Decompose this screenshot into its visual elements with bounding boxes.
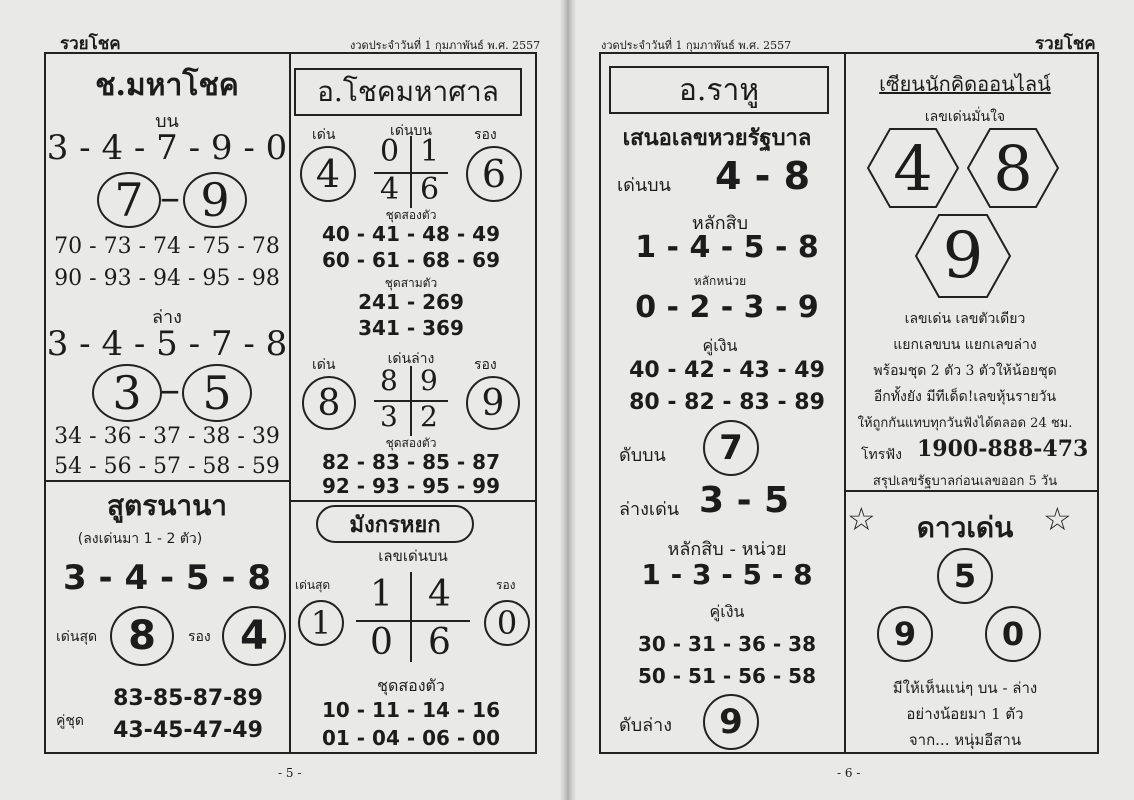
chokmahasan-lower-second-circle: 9: [466, 376, 520, 430]
grid-cell: 0: [370, 622, 393, 663]
grid-line: [410, 572, 412, 662]
grid-cell: 1: [420, 134, 440, 169]
section-divider-right: [289, 500, 537, 502]
rahu-lower-pairs-label: คู่เงิน: [709, 602, 745, 621]
column-divider: [844, 52, 846, 754]
rahu-pairs-row1: 40 - 42 - 43 - 49: [629, 358, 825, 383]
chokmahasan-upper-main-circle: 4: [300, 146, 356, 202]
dash: –: [160, 175, 180, 221]
chokmahasan-three-label: ชุดสามตัว: [384, 276, 438, 290]
grid-cell: 6: [428, 622, 451, 663]
rahu-pairs-label: คู่เงิน: [702, 336, 738, 355]
online-line6: สรุปเลขรัฐบาลก่อนเลขออก 5 วัน: [872, 474, 1058, 489]
chokmahasan-lower-row1: 82 - 83 - 85 - 87: [321, 450, 501, 474]
sutnana-subtitle: (ลงเด่นมา 1 - 2 ตัว): [77, 531, 203, 547]
rahu-subtitle: เสนอเลขหวยรัฐบาล: [622, 126, 812, 151]
online-subtitle: เลขเด่นมั่นใจ: [924, 109, 1006, 125]
online-hex-3: 9: [915, 214, 1011, 298]
rahu-upper-label: เด่นบน: [617, 175, 671, 196]
mahachok-upper-row2: 90 - 93 - 94 - 95 - 98: [54, 266, 280, 291]
online-hex-2: 8: [967, 128, 1059, 208]
page-number: - 6 -: [837, 766, 861, 780]
rahu-lower-value: 3 - 5: [699, 480, 790, 521]
online-phone-label: โทรฟัง: [861, 447, 903, 463]
sutnana-pair-label: คู่ชุด: [56, 713, 84, 729]
rahu-tens-label: หลักสิบ: [691, 213, 749, 234]
rahu-dab-lower-label: ดับล่าง: [619, 715, 673, 736]
sutnana-digits: 3 - 4 - 5 - 8: [63, 558, 271, 598]
mangkonyok-title: มังกรหยก: [349, 512, 441, 538]
rahu-units-digits: 0 - 2 - 3 - 9: [635, 290, 819, 325]
chokmahasan-lower-main-circle: 8: [302, 376, 356, 430]
daoden-line3: จาก... หนุ่มอีสาน: [908, 731, 1022, 749]
chokmahasan-upper-second-circle: 6: [466, 146, 522, 202]
daoden-line1: มีให้เห็นแน่ๆ บน - ล่าง: [892, 679, 1038, 697]
daoden-title: ดาวเด่น: [916, 511, 1014, 544]
grid-cell: 0: [380, 134, 400, 169]
star-right-icon: ☆: [1043, 500, 1072, 538]
sutnana-pair-row2: 43-45-47-49: [113, 718, 263, 743]
rahu-tens-digits: 1 - 4 - 5 - 8: [635, 230, 819, 265]
book-spine: [560, 0, 576, 800]
chokmahasan-upper-second-label: รอง: [474, 127, 497, 143]
chokmahasan-lower-center-label: เด่นล่าง: [387, 351, 435, 367]
grid-cell: 1: [370, 574, 393, 615]
rahu-lower-label: ล่างเด่น: [619, 499, 680, 520]
column-divider: [289, 52, 291, 754]
rahu-title-box: [609, 66, 829, 114]
dash: –: [160, 367, 180, 413]
online-line3: พร้อมชุด 2 ตัว 3 ตัวให้น้อยชุด: [873, 363, 1057, 379]
chokmahasan-title: อ.โชคมหาศาล: [317, 75, 499, 108]
mangkonyok-title-box: [316, 505, 474, 543]
mahachok-lower-circle-right: 5: [182, 364, 252, 422]
online-line1: เลขเด่น เลขตัวเดียว: [904, 311, 1026, 327]
rahu-lower-tens-units-label: หลักสิบ - หน่วย: [667, 539, 787, 560]
chokmahasan-two-label: ชุดสองตัว: [385, 208, 437, 222]
daoden-line2: อย่างน้อยมา 1 ตัว: [906, 705, 1024, 723]
mahachok-upper-circle-left: 7: [97, 172, 161, 228]
star-left-icon: ☆: [847, 500, 876, 538]
mahachok-upper-digits: 3 - 4 - 7 - 9 - 0: [46, 128, 288, 168]
chokmahasan-lower-two-label: ชุดสองตัว: [385, 436, 437, 450]
mahachok-upper-label: บน: [155, 111, 179, 132]
online-line5: ให้ถูกกันแทบทุกวันฟังได้ตลอด 24 ชม.: [857, 416, 1073, 431]
sutnana-title: สูตรนานา: [106, 489, 228, 522]
sutnana-second-circle: 4: [222, 606, 286, 666]
section-divider-left: [44, 480, 289, 482]
chokmahasan-three-row1: 241 - 269: [358, 290, 464, 314]
online-hex-1: 4: [867, 128, 959, 208]
mahachok-lower-digits: 3 - 4 - 5 - 7 - 8: [46, 324, 288, 364]
chokmahasan-lower-second-label: รอง: [474, 357, 497, 373]
page-number: - 5 -: [278, 766, 302, 780]
chokmahasan-two-row1: 40 - 41 - 48 - 49: [321, 222, 501, 246]
chokmahasan-upper-center-label: เด่นบน: [390, 123, 432, 139]
right-page: [567, 0, 1134, 800]
sutnana-pair-row1: 83-85-87-89: [113, 686, 263, 711]
mahachok-upper-row1: 70 - 73 - 74 - 75 - 78: [54, 234, 280, 259]
grid-cell: 2: [420, 400, 438, 433]
rahu-pairs-row2: 80 - 82 - 83 - 89: [629, 390, 825, 415]
mangkonyok-row2: 01 - 04 - 06 - 00: [321, 726, 501, 750]
mangkonyok-center-label: เลขเด่นบน: [378, 547, 448, 565]
chokmahasan-lower-row2: 92 - 93 - 95 - 99: [321, 474, 501, 498]
grid-cell: 8: [380, 364, 398, 397]
grid-cell: 4: [428, 574, 451, 615]
mahachok-lower-circle-left: 3: [92, 364, 162, 422]
mangkonyok-row1: 10 - 11 - 14 - 16: [321, 698, 501, 722]
chokmahasan-title-box: [294, 68, 522, 116]
header-date: งวดประจำวันที่ 1 กุมภาพันธ์ พ.ศ. 2557: [601, 39, 792, 52]
chokmahasan-lower-main-label: เด่น: [312, 357, 336, 373]
rahu-title: อ.ราหู: [678, 72, 760, 108]
sutnana-main-circle: 8: [110, 606, 174, 666]
chokmahasan-three-row2: 341 - 369: [358, 316, 464, 340]
rahu-dab-upper-circle: 7: [703, 420, 759, 476]
grid-cell: 6: [420, 172, 440, 207]
sutnana-second-label: รอง: [188, 629, 211, 645]
chokmahasan-upper-main-label: เด่น: [312, 127, 336, 143]
mangkonyok-two-label: ชุดสองตัว: [377, 676, 445, 695]
mangkonyok-main-circle: 1: [298, 600, 344, 646]
mangkonyok-second-label: รอง: [496, 578, 516, 592]
rahu-upper-value: 4 - 8: [715, 154, 811, 198]
mahachok-lower-row1: 34 - 36 - 37 - 38 - 39: [54, 424, 280, 449]
chokmahasan-two-row2: 60 - 61 - 68 - 69: [321, 248, 501, 272]
grid-cell: 3: [380, 400, 398, 433]
rahu-units-label: หลักหน่วย: [693, 274, 747, 288]
rahu-dab-lower-circle: 9: [703, 694, 759, 750]
header-date: งวดประจำวันที่ 1 กุมภาพันธ์ พ.ศ. 2557: [350, 39, 541, 52]
rahu-dab-upper-label: ดับบน: [619, 445, 666, 466]
mahachok-upper-circle-right: 9: [183, 172, 247, 228]
daoden-left-circle: 9: [877, 606, 933, 662]
mahachok-lower-label: ล่าง: [152, 307, 182, 328]
rahu-lower-pairs-row1: 30 - 31 - 36 - 38: [637, 632, 817, 656]
header-brand: รวยโชค: [1035, 34, 1096, 54]
header-brand: รวยโชค: [60, 34, 121, 54]
mahachok-lower-row2: 54 - 56 - 57 - 58 - 59: [54, 454, 280, 479]
mangkonyok-main-label: เด่นสุด: [295, 578, 331, 592]
rahu-lower-digits: 1 - 3 - 5 - 8: [641, 558, 813, 591]
rahu-lower-pairs-row2: 50 - 51 - 56 - 58: [637, 664, 817, 688]
sutnana-main-label: เด่นสุด: [56, 629, 98, 645]
online-phone: 1900-888-473: [917, 436, 1089, 462]
daoden-right-circle: 0: [985, 606, 1041, 662]
online-line2: แยกเลขบน แยกเลขล่าง: [893, 337, 1037, 353]
online-line4: อีกทั้งยัง มีทีเด็ด!เลขหุ้นรายวัน: [873, 389, 1057, 405]
grid-cell: 9: [420, 364, 438, 397]
mahachok-title: ช.มหาโชค: [95, 68, 239, 103]
mangkonyok-second-circle: 0: [484, 600, 530, 646]
online-title: เซียนนักคิดออนไลน์: [879, 72, 1051, 96]
grid-cell: 4: [380, 172, 400, 207]
daoden-top-circle: 5: [937, 548, 993, 604]
